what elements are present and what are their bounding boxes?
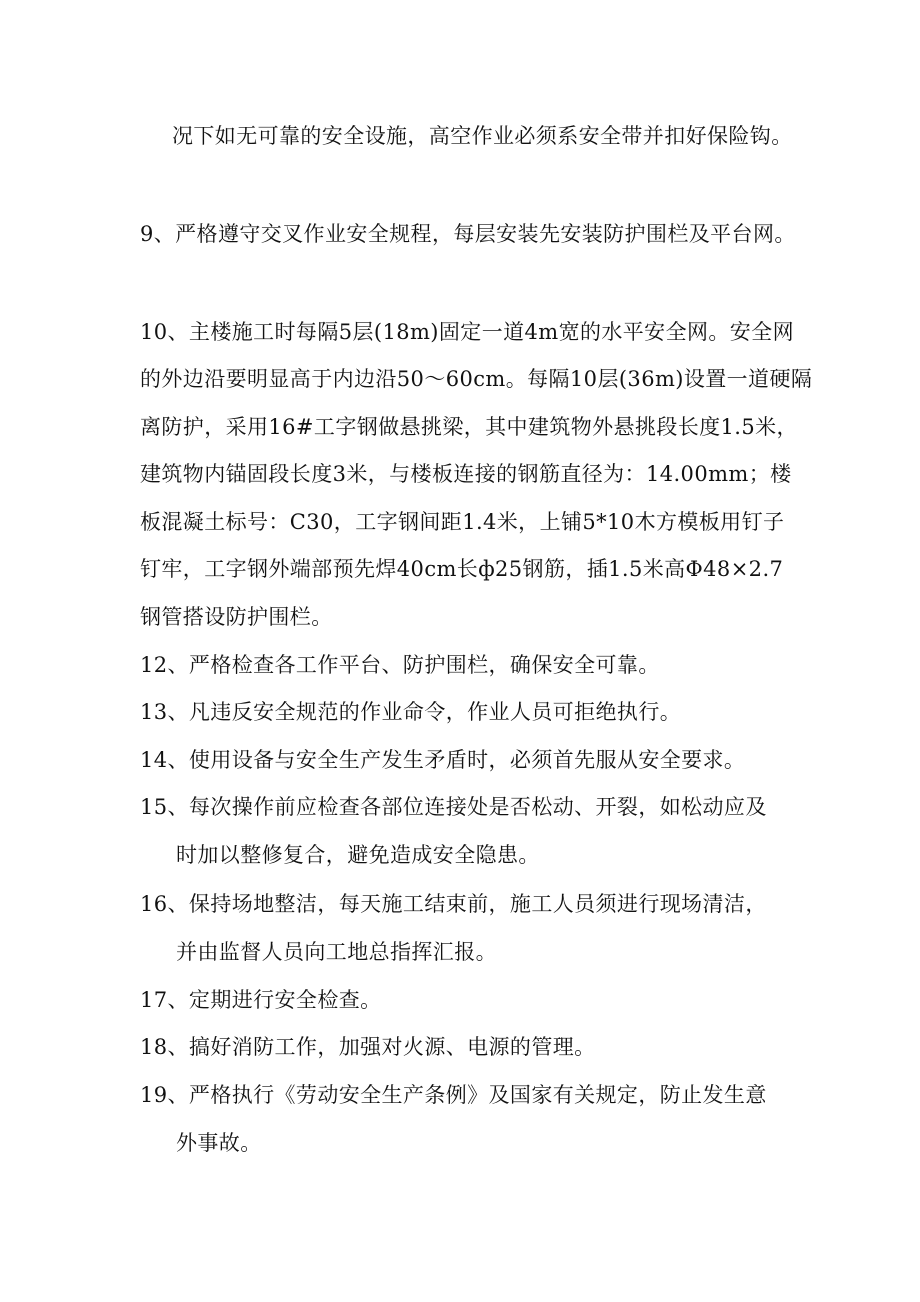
text-line-item-15-line-1: 15、每次操作前应检查各部位连接处是否松动、开裂，如松动应及: [140, 795, 767, 819]
text-line-item-19-line-1: 19、严格执行《劳动安全生产条例》及国家有关规定，防止发生意: [140, 1083, 767, 1107]
text-line-item-16-line-2: 并由监督人员向工地总指挥汇报。: [176, 940, 497, 964]
text-line-item-10-line-1: 10、主楼施工时每隔5层(18m)固定一道4m宽的水平安全网。安全网: [140, 320, 794, 344]
text-line-continuation-safety-hook: 况下如无可靠的安全设施，高空作业必须系安全带并扣好保险钩。: [172, 124, 793, 148]
text-line-item-18: 18、搞好消防工作，加强对火源、电源的管理。: [140, 1035, 596, 1059]
text-line-item-10-line-4: 建筑物内锚固段长度3米，与楼板连接的钢筋直径为：14.00mm；楼: [140, 462, 792, 486]
text-line-item-10-line-3: 离防护，采用16#工字钢做悬挑梁，其中建筑物外悬挑段长度1.5米，: [140, 415, 798, 439]
text-line-item-12: 12、严格检查各工作平台、防护围栏，确保安全可靠。: [140, 653, 660, 677]
text-line-item-16-line-1: 16、保持场地整洁，每天施工结束前，施工人员须进行现场清洁，: [140, 892, 767, 916]
text-line-item-10-line-2: 的外边沿要明显高于内边沿50～60cm。每隔10层(36m)设置一道硬隔: [140, 367, 813, 391]
text-line-item-10-line-7: 钢管搭设防护围栏。: [140, 605, 333, 629]
text-line-item-9: 9、严格遵守交叉作业安全规程，每层安装先安装防护围栏及平台网。: [140, 222, 796, 246]
text-line-item-17: 17、定期进行安全检查。: [140, 988, 382, 1012]
text-line-item-14: 14、使用设备与安全生产发生矛盾时，必须首先服从安全要求。: [140, 748, 746, 772]
text-line-item-10-line-5: 板混凝土标号：C30，工字钢间距1.4米，上铺5*10木方模板用钉子: [140, 510, 785, 534]
text-line-item-19-line-2: 外事故。: [176, 1131, 262, 1155]
text-line-item-15-line-2: 时加以整修复合，避免造成安全隐患。: [176, 843, 540, 867]
text-line-item-13: 13、凡违反安全规范的作业命令，作业人员可拒绝执行。: [140, 700, 682, 724]
text-line-item-10-line-6: 钉牢，工字钢外端部预先焊40cm长ф25钢筋，插1.5米高Φ48×2.7: [140, 557, 784, 581]
